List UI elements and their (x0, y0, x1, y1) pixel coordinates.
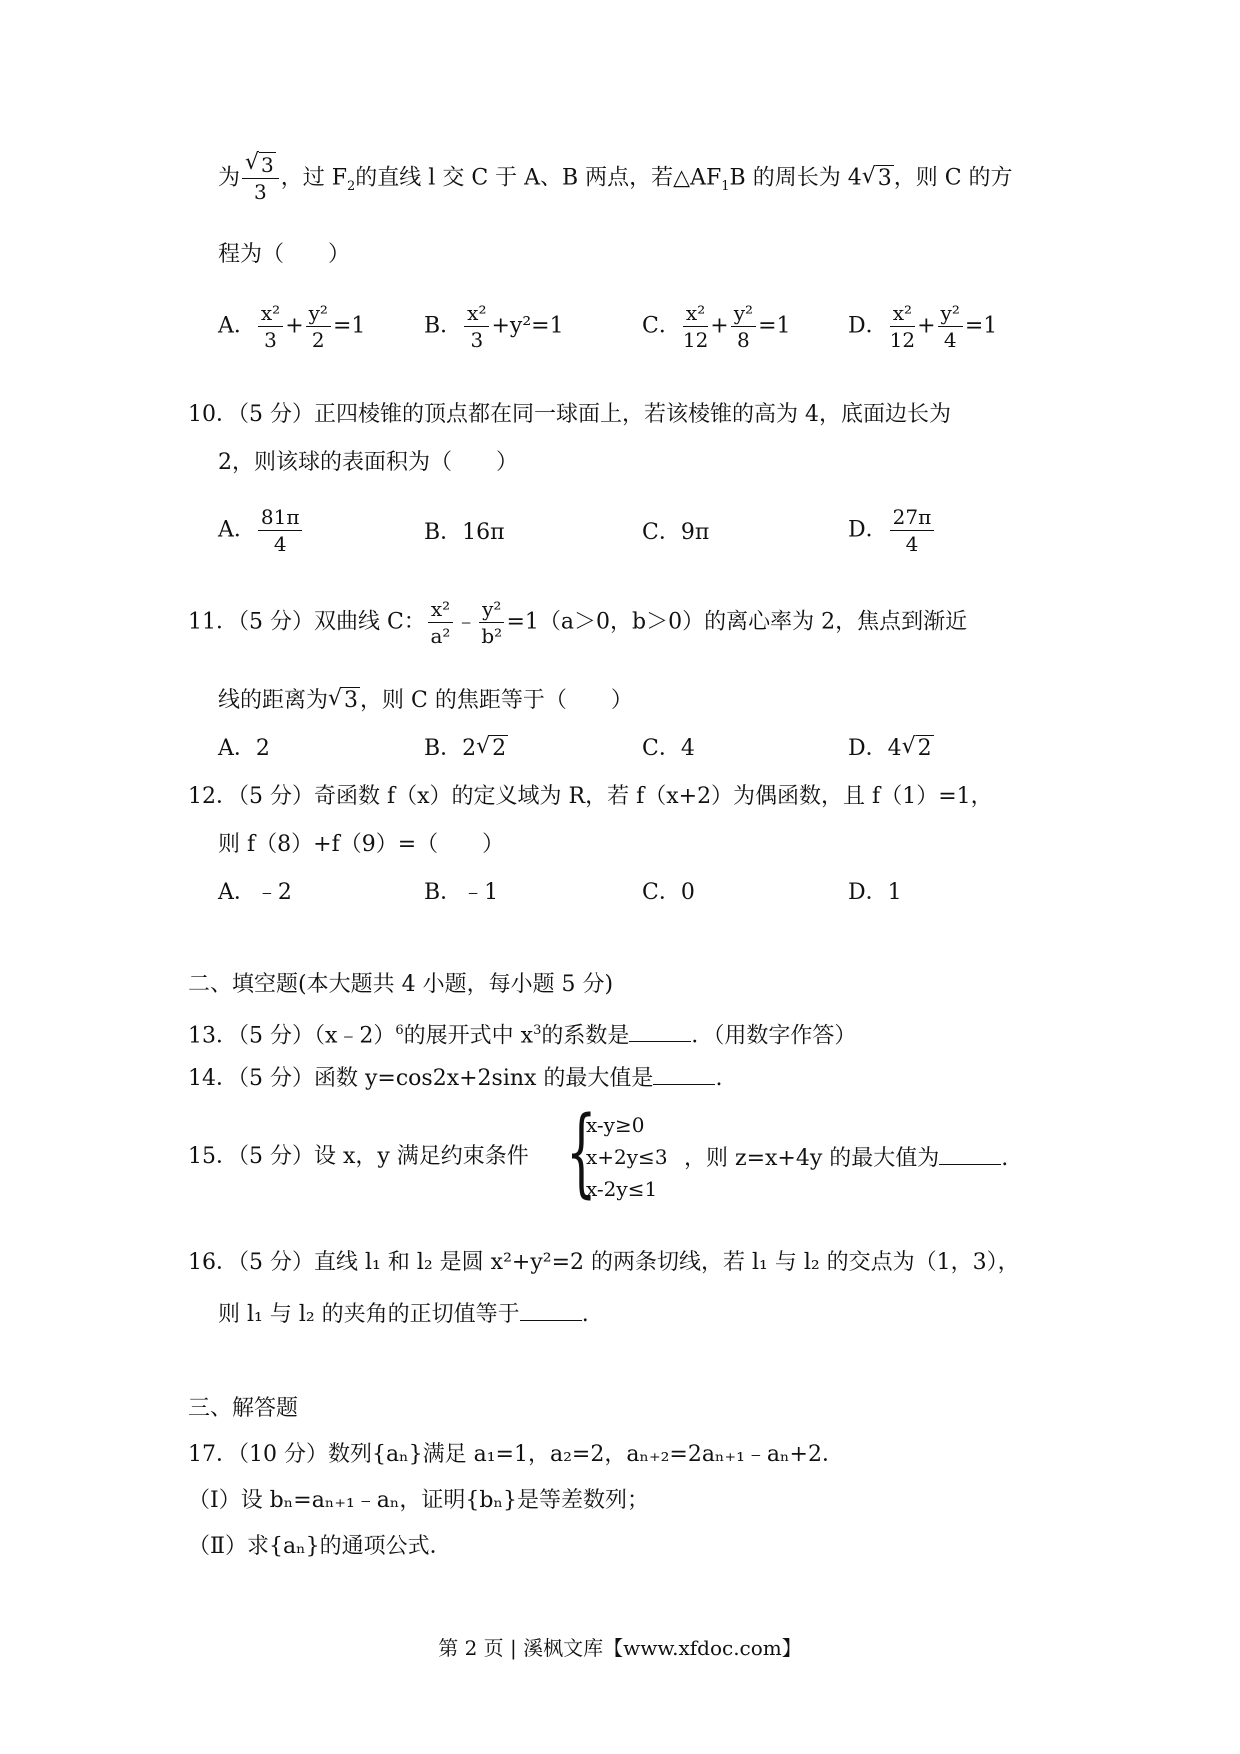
q9-option-b: B． $\frac{\text{x²}}{3}$ +y²=1 (424, 301, 564, 352)
q9-text-d: B 的周长为 4 (729, 165, 862, 191)
q16-stem-line2: 则 l₁ 与 l₂ 的夹角的正切值等于 . (218, 1298, 589, 1330)
q15-constraint-2: x+2y≤3 (586, 1145, 668, 1169)
q15-line-tail: ，则 z=x+4y 的最大值为 . (684, 1142, 1008, 1174)
q9-sub2: 2 (347, 178, 356, 194)
q9-option-c: C． $\frac{\text{x²}}{12}$ + $\frac{\text{y²}}{8}$ =1 (642, 301, 791, 352)
q12-stem-line1: 12．（5 分）奇函数 f（x）的定义域为 R，若 f（x+2）为偶函数，且 f（1）=1， (188, 784, 993, 809)
q9-text-c: 的直线 l 交 C 于 A、B 两点，若△AF (355, 165, 722, 191)
q12-stem-line2: 则 f（8）+f（9）=（ ） (218, 832, 505, 857)
q14-answer-blank (653, 1062, 715, 1085)
q11-stem-line2: 线的距离为√ 3，则 C 的焦距等于（ ） (218, 686, 633, 716)
q10-option-c: C．9π (642, 520, 710, 545)
q17-part2: （Ⅱ）求{aₙ}的通项公式． (188, 1534, 452, 1559)
q11-option-a: A．2 (218, 736, 270, 761)
q17-stem-line1: 17．（10 分）数列{aₙ}满足 a₁=1，a₂=2，aₙ₊₂=2aₙ₊₁﹣aₙ+2． (188, 1442, 844, 1467)
q10-option-b: B．16π (424, 520, 505, 545)
q9-ecc-num: 3 (261, 153, 274, 177)
q10-stem-line1: 10．（5 分）正四棱锥的顶点都在同一球面上，若该棱锥的高为 4，底面边长为 (188, 402, 951, 427)
q9-ecc-den: 3 (254, 180, 267, 204)
section-answer-heading: 三、解答题 (188, 1396, 299, 1421)
q10-option-a: A． $\frac{81\pi}{4}$ (218, 504, 304, 557)
q9-stem-line1 (218, 152, 1013, 205)
q9-option-a: A． $\frac{\text{x²}}{3}$ + $\frac{\text{y²}}{2}$ =1 (218, 301, 366, 352)
q17-part1: （Ⅰ）设 bₙ=aₙ₊₁﹣aₙ，证明{bₙ}是等差数列； (188, 1488, 650, 1513)
q12-option-d: D．1 (848, 880, 902, 905)
q10-option-d: D． $\frac{27\pi}{4}$ (848, 504, 936, 557)
q16-stem-line1: 16．（5 分）直线 l₁ 和 l₂ 是圆 x²+y²=2 的两条切线，若 l₁ 与 l₂ 的交点为（1，3）， (188, 1250, 1020, 1275)
q15-constraint-3: x-2y≤1 (586, 1177, 658, 1201)
q12-option-a: A．﹣2 (218, 880, 292, 905)
q12-option-c: C．0 (642, 880, 695, 905)
q16-answer-blank (520, 1298, 582, 1321)
section-fill-in-heading: 二、填空题(本大题共 4 小题，每小题 5 分) (188, 972, 614, 997)
q9-text-a: 为 (218, 165, 241, 191)
q9-stem-line2: 程为（ ） (218, 242, 351, 267)
q11-option-c: C．4 (642, 736, 695, 761)
q11-stem-line1: 11．（5 分）双曲线 C： $\frac{\text{x²}}{\text{a²}}$ ﹣ $\frac{\text{y²}}{\text{b²}}$ =1（a＞0，b＞0）的离心率为 2，焦点到渐近 (188, 597, 968, 648)
q11-option-d: D．4√ 2 (848, 734, 934, 764)
q15-constraint-1: x-y≥0 (586, 1113, 645, 1137)
q15-constraint-system (566, 1096, 696, 1208)
q9-perimeter-root: √ 3 (862, 164, 894, 194)
q12-option-b: B．﹣1 (424, 880, 499, 905)
q15-answer-blank (939, 1142, 1001, 1165)
q13-answer-blank (629, 1019, 691, 1042)
q9-sub1: 1 (721, 178, 730, 194)
q9-text-b: ，过 F (280, 165, 348, 191)
q9-eccentricity-fraction (242, 152, 279, 205)
q13-line: 13．（5 分）（x﹣2）$^6$的展开式中 $x^3$的系数是 ．（用数字作答） (188, 1016, 856, 1051)
q11-option-b: B．2√ 2 (424, 734, 508, 764)
q15-brace: { (566, 1096, 597, 1208)
q15-line: 15．（5 分）设 x，y 满足约束条件 (188, 1144, 529, 1169)
q14-line: 14．（5 分）函数 y=cos2x+2sinx 的最大值是 . (188, 1062, 722, 1094)
q10-stem-line2: 2，则该球的表面积为（ ） (218, 450, 518, 475)
q9-option-d: D． $\frac{\text{x²}}{12}$ + $\frac{\text{y²}}{4}$ =1 (848, 301, 998, 352)
q9-text-e: ，则 C 的方 (893, 165, 1013, 191)
page-footer: 第 2 页 | 溪枫文库【www.xfdoc.com】 (438, 1636, 802, 1660)
